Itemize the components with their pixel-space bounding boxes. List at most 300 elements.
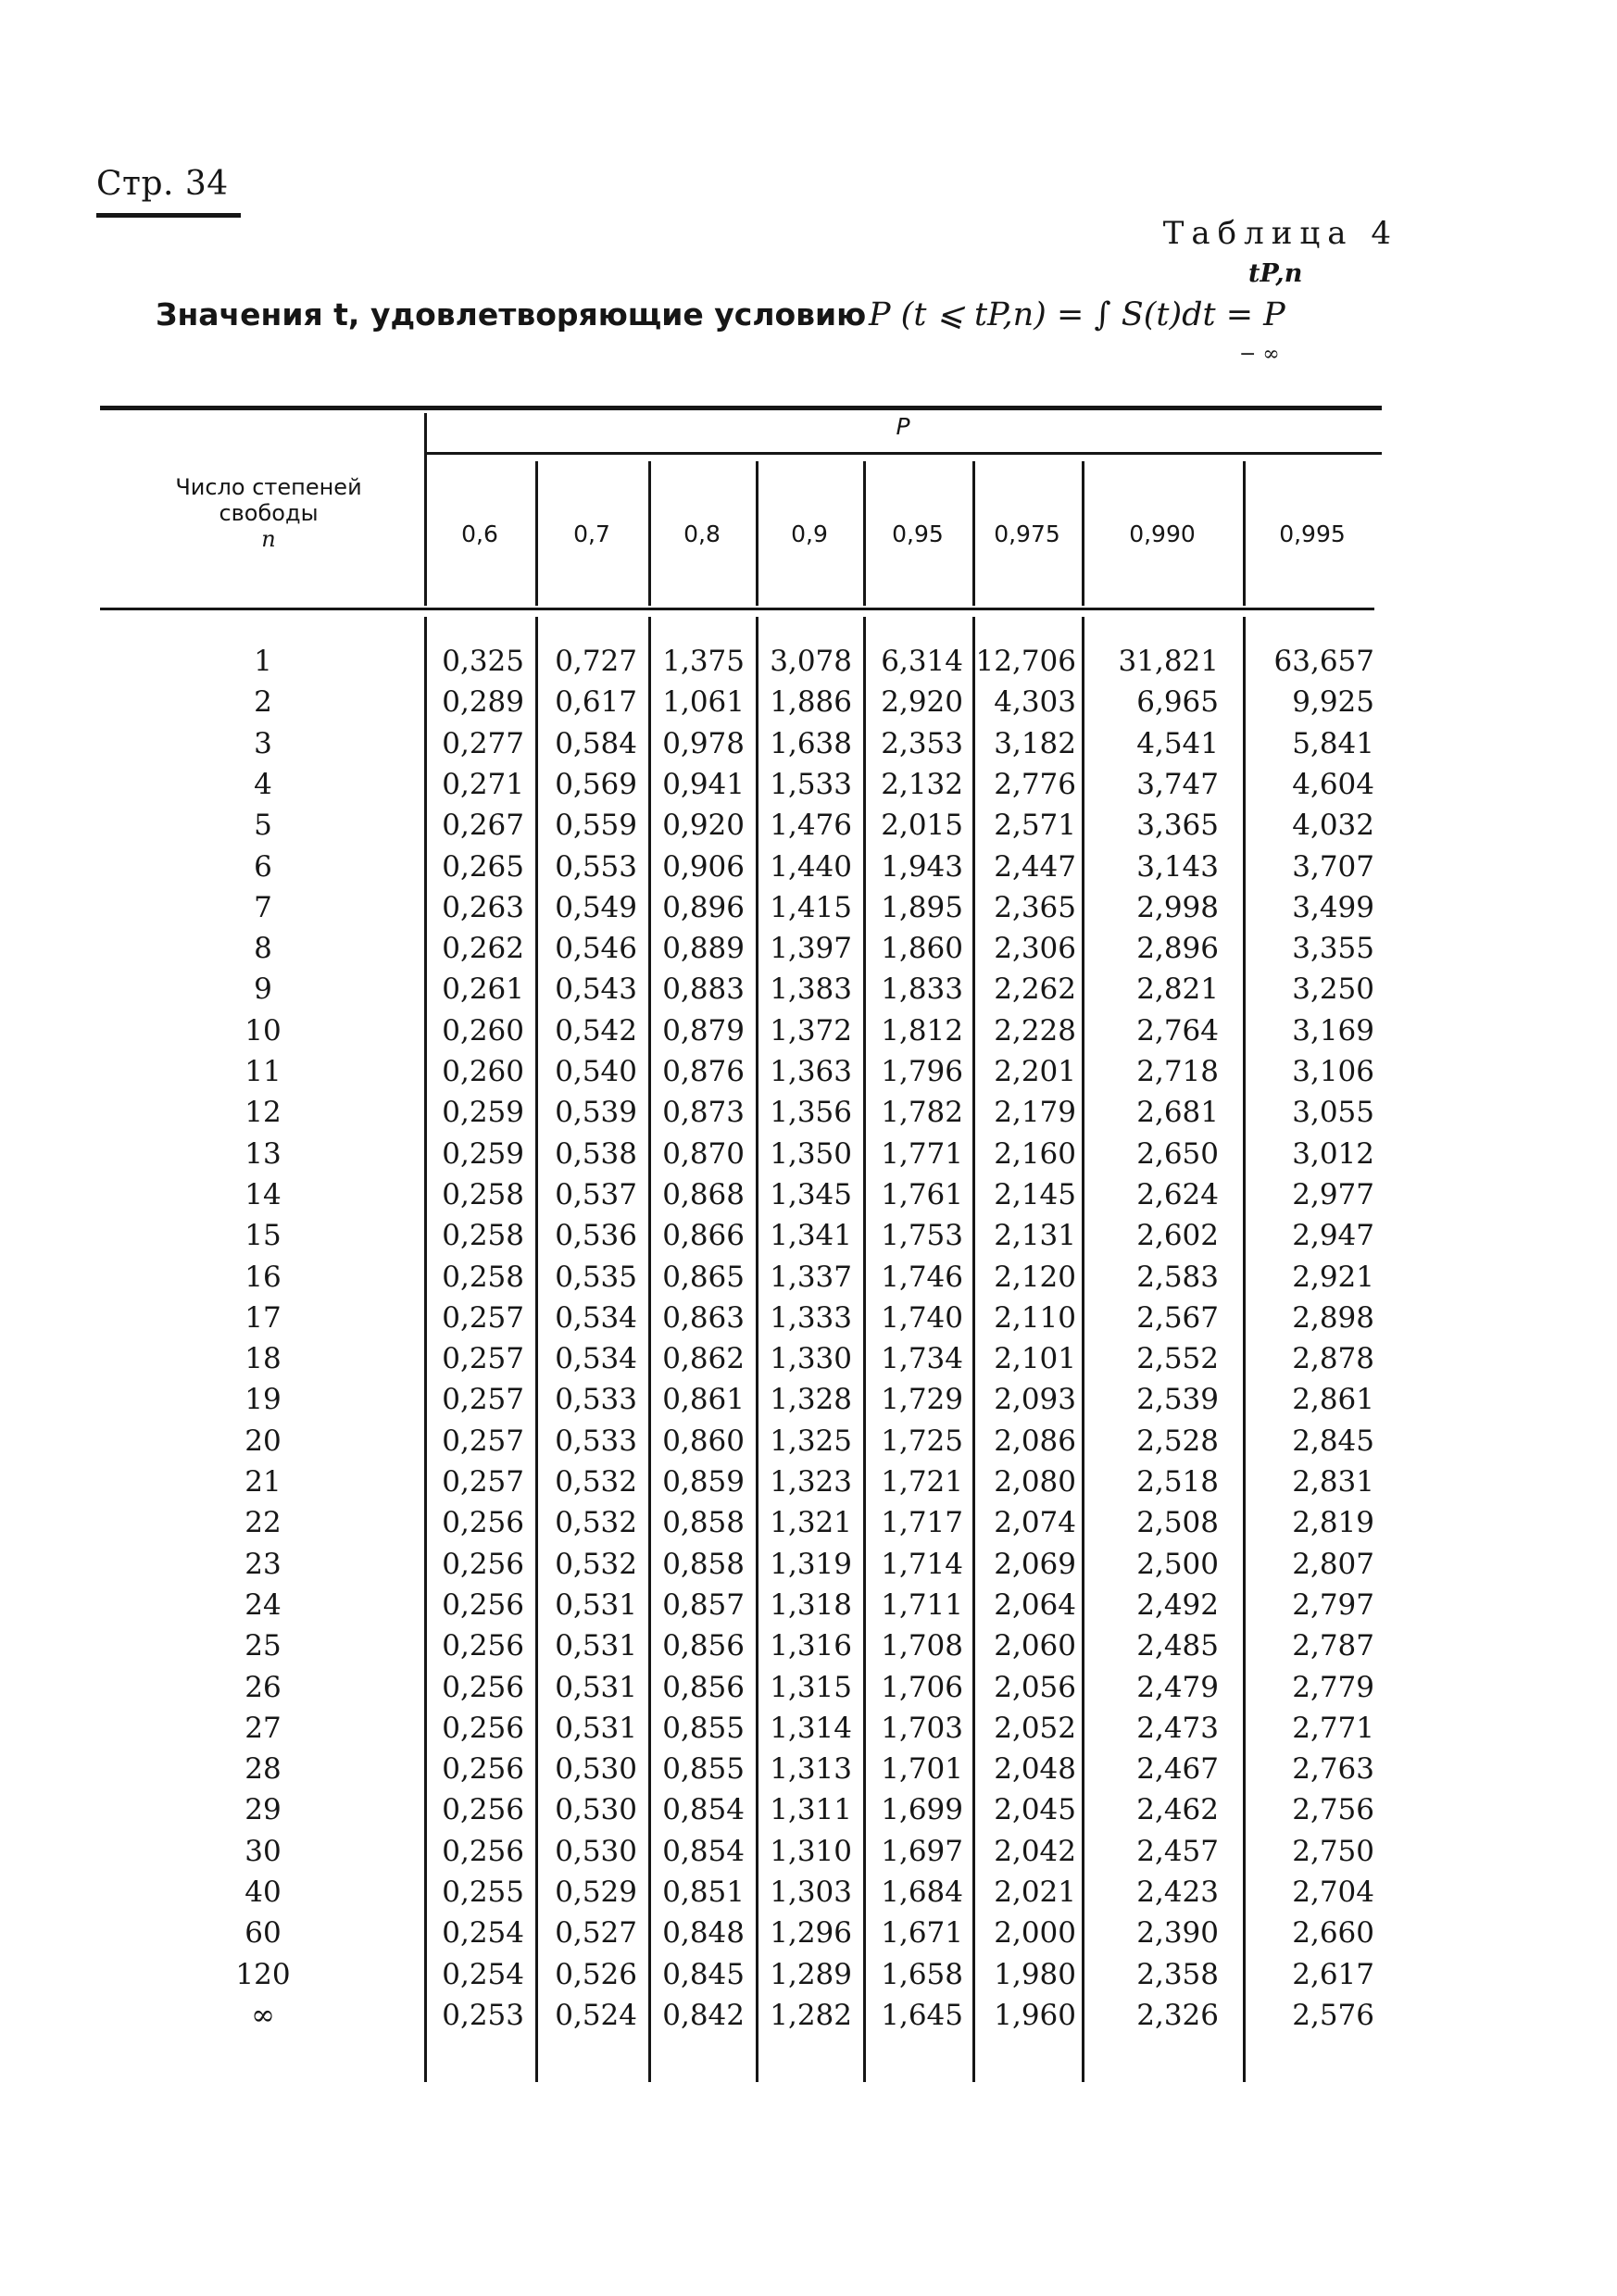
table-cell: 0,879 [662, 1013, 745, 1048]
degrees-of-freedom-cell: 120 [235, 1957, 291, 1991]
degrees-of-freedom-cell: 10 [244, 1013, 282, 1048]
caption-formula: P (t ⩽ tP,n) = ∫ S(t)dt = P [869, 296, 1285, 333]
table-cell: 0,533 [555, 1424, 637, 1458]
table-cell: 0,848 [662, 1916, 745, 1951]
table-cell: 0,256 [442, 1587, 524, 1622]
table-cell: 0,860 [662, 1424, 745, 1458]
table-cell: 3,106 [1292, 1055, 1374, 1088]
table-cell: 4,604 [1292, 767, 1374, 801]
degrees-of-freedom-cell: 9 [254, 972, 272, 1007]
table-cell: 2,650 [1136, 1136, 1219, 1171]
table-cell: 1,699 [881, 1793, 963, 1827]
degrees-of-freedom-cell: 14 [244, 1177, 282, 1211]
table-cell: 1,350 [770, 1136, 852, 1171]
table-cell: 0,325 [442, 645, 524, 678]
table-cell: 2,576 [1292, 1998, 1374, 2032]
stub-header-symbol: n [261, 526, 276, 552]
table-cell: 0,254 [442, 1957, 524, 1991]
table-cell: 2,861 [1292, 1383, 1374, 1417]
table-cell: 0,851 [662, 1876, 745, 1909]
table-cell: 0,531 [555, 1587, 637, 1622]
table-cell: 1,782 [881, 1096, 963, 1130]
table-cell: 0,256 [442, 1711, 524, 1745]
page-number: Стр. 34 [96, 165, 229, 203]
table-cell: 0,532 [555, 1506, 637, 1540]
table-cell: 0,258 [442, 1177, 524, 1211]
table-cell: 0,896 [662, 890, 745, 924]
table-cell: 2,000 [994, 1916, 1076, 1951]
table-cell: 2,750 [1292, 1834, 1374, 1868]
table-cell: 1,383 [770, 972, 852, 1007]
table-cell: 0,258 [442, 1219, 524, 1253]
table-cell: 0,289 [442, 685, 524, 720]
table-cell: 0,256 [442, 1752, 524, 1787]
table-cell: 1,886 [770, 685, 852, 720]
degrees-of-freedom-cell: 60 [244, 1916, 282, 1951]
table-cell: 1,345 [770, 1177, 852, 1211]
table-cell: 1,372 [770, 1013, 852, 1048]
table-cell: 2,048 [994, 1752, 1076, 1787]
table-cell: 0,256 [442, 1834, 524, 1868]
table-cell: 3,012 [1292, 1136, 1374, 1171]
caption-text: Значения t, удовлетворяющие условию [156, 296, 867, 332]
table-cell: 2,423 [1136, 1876, 1219, 1909]
table-cell: 0,258 [442, 1260, 524, 1294]
table-cell: 2,571 [994, 809, 1076, 843]
table-cell: 2,500 [1136, 1547, 1219, 1581]
table-cell: 1,315 [770, 1670, 852, 1704]
table-cell: 0,530 [555, 1834, 637, 1868]
table-cell: 2,306 [994, 932, 1076, 966]
degrees-of-freedom-cell: 19 [244, 1383, 282, 1417]
table-cell: 0,873 [662, 1096, 745, 1130]
degrees-of-freedom-cell: 27 [244, 1711, 282, 1745]
table-cell: 1,341 [770, 1219, 852, 1253]
probability-column-header: 0,95 [892, 521, 944, 547]
table-cell: 1,671 [881, 1916, 963, 1951]
table-cell: 1,714 [881, 1547, 963, 1581]
table-cell: 2,353 [881, 726, 963, 760]
table-cell: 0,262 [442, 932, 524, 966]
table-cell: 0,256 [442, 1547, 524, 1581]
table-cell: 0,857 [662, 1587, 745, 1622]
table-cell: 1,734 [881, 1342, 963, 1376]
table-cell: 3,707 [1292, 849, 1374, 884]
table-cell: 2,069 [994, 1547, 1076, 1581]
table-cell: 0,530 [555, 1752, 637, 1787]
table-cell: 1,711 [881, 1587, 963, 1622]
table-cell: 0,889 [662, 932, 745, 966]
table-cell: 2,447 [994, 849, 1076, 884]
table-cell: 4,303 [994, 685, 1076, 720]
table-cell: 0,584 [555, 726, 637, 760]
table-cell: 2,060 [994, 1629, 1076, 1663]
degrees-of-freedom-cell: 18 [244, 1342, 282, 1376]
table-cell: 2,145 [994, 1177, 1076, 1211]
probability-column-header: 0,990 [1129, 521, 1196, 547]
table-cell: 1,708 [881, 1629, 963, 1663]
table-cell: 1,943 [881, 849, 963, 884]
table-cell: 0,257 [442, 1424, 524, 1458]
table-cell: 0,534 [555, 1300, 637, 1335]
table-cell: 1,658 [881, 1957, 963, 1991]
table-cell: 2,093 [994, 1383, 1076, 1417]
table-cell: 1,721 [881, 1465, 963, 1499]
degrees-of-freedom-cell: 15 [244, 1219, 282, 1253]
table-cell: 2,947 [1292, 1219, 1374, 1253]
table-cell: 2,845 [1292, 1424, 1374, 1458]
table-cell: 0,863 [662, 1300, 745, 1335]
table-cell: 3,078 [770, 645, 852, 678]
table-cell: 0,532 [555, 1547, 637, 1581]
table-cell: 1,289 [770, 1957, 852, 1991]
table-cell: 3,182 [994, 726, 1076, 760]
header-bottom-rule [100, 608, 1374, 610]
table-cell: 2,132 [881, 767, 963, 801]
table-cell: 1,697 [881, 1834, 963, 1868]
degrees-of-freedom-cell: 26 [244, 1670, 282, 1704]
table-cell: 0,539 [555, 1096, 637, 1130]
table-cell: 2,473 [1136, 1711, 1219, 1745]
table-cell: 1,812 [881, 1013, 963, 1048]
degrees-of-freedom-cell: 2 [254, 685, 272, 720]
table-cell: 2,064 [994, 1587, 1076, 1622]
probability-group-header: P [896, 413, 910, 440]
table-cell: 3,365 [1136, 809, 1219, 843]
table-cell: 2,042 [994, 1834, 1076, 1868]
table-cell: 1,397 [770, 932, 852, 966]
table-cell: 31,821 [1118, 645, 1219, 678]
table-cell: 3,055 [1292, 1096, 1374, 1130]
table-cell: 5,841 [1292, 726, 1374, 760]
table-cell: 2,101 [994, 1342, 1076, 1376]
table-cell: 2,764 [1136, 1013, 1219, 1048]
table-cell: 1,980 [994, 1957, 1076, 1991]
table-cell: 1,684 [881, 1876, 963, 1909]
degrees-of-freedom-cell: 8 [254, 932, 272, 966]
table-caption [156, 259, 1397, 380]
table-cell: 1,796 [881, 1055, 963, 1088]
table-cell: 0,858 [662, 1506, 745, 1540]
table-cell: 1,746 [881, 1260, 963, 1294]
degrees-of-freedom-cell: 12 [244, 1096, 282, 1130]
table-cell: 1,316 [770, 1629, 852, 1663]
table-cell: 1,296 [770, 1916, 852, 1951]
table-cell: 1,318 [770, 1587, 852, 1622]
table-cell: 1,363 [770, 1055, 852, 1088]
table-cell: 0,906 [662, 849, 745, 884]
table-cell: 2,787 [1292, 1629, 1374, 1663]
degrees-of-freedom-cell: 29 [244, 1793, 282, 1827]
table-cell: 0,253 [442, 1998, 524, 2032]
table-cell: 0,540 [555, 1055, 637, 1088]
degrees-of-freedom-cell: 11 [244, 1055, 282, 1088]
degrees-of-freedom-cell: 21 [244, 1465, 282, 1499]
table-cell: 0,876 [662, 1055, 745, 1088]
table-cell: 2,756 [1292, 1793, 1374, 1827]
table-cell: 2,326 [1136, 1998, 1219, 2032]
table-cell: 1,706 [881, 1670, 963, 1704]
degrees-of-freedom-cell: 13 [244, 1136, 282, 1171]
table-cell: 6,965 [1136, 685, 1219, 720]
table-cell: 2,021 [994, 1876, 1076, 1909]
column-divider-header [424, 413, 427, 606]
table-cell: 0,534 [555, 1342, 637, 1376]
table-cell: 1,440 [770, 849, 852, 884]
table-cell: 2,080 [994, 1465, 1076, 1499]
stub-header-line1: Число степеней [175, 474, 362, 500]
table-cell: 2,045 [994, 1793, 1076, 1827]
probability-column-header: 0,6 [461, 521, 498, 547]
table-cell: 3,499 [1292, 890, 1374, 924]
table-cell: 0,532 [555, 1465, 637, 1499]
table-cell: 0,559 [555, 809, 637, 843]
table-cell: 63,657 [1273, 645, 1374, 678]
table-cell: 2,228 [994, 1013, 1076, 1048]
table-cell: 4,541 [1136, 726, 1219, 760]
table-cell: 0,535 [555, 1260, 637, 1294]
table-cell: 0,941 [662, 767, 745, 801]
table-cell: 1,645 [881, 1998, 963, 2032]
table-cell: 0,856 [662, 1629, 745, 1663]
table-cell: 1,321 [770, 1506, 852, 1540]
table-cell: 1,313 [770, 1752, 852, 1787]
table-cell: 1,356 [770, 1096, 852, 1130]
table-cell: 6,314 [881, 645, 963, 678]
table-cell: 2,763 [1292, 1752, 1374, 1787]
integral-upper-limit: tP,n [1248, 259, 1303, 288]
degrees-of-freedom-cell: ∞ [251, 1998, 275, 2032]
table-cell: 2,508 [1136, 1506, 1219, 1540]
degrees-of-freedom-cell: 6 [254, 849, 272, 884]
table-cell: 0,254 [442, 1916, 524, 1951]
degrees-of-freedom-cell: 22 [244, 1506, 282, 1540]
table-cell: 0,277 [442, 726, 524, 760]
probability-column-header: 0,975 [994, 521, 1060, 547]
table-cell: 1,319 [770, 1547, 852, 1581]
table-cell: 9,925 [1292, 685, 1374, 720]
table-cell: 1,303 [770, 1876, 852, 1909]
table-cell: 0,870 [662, 1136, 745, 1171]
page-number-underline [96, 213, 241, 218]
degrees-of-freedom-cell: 20 [244, 1424, 282, 1458]
table-cell: 2,052 [994, 1711, 1076, 1745]
table-cell: 2,074 [994, 1506, 1076, 1540]
table-cell: 1,753 [881, 1219, 963, 1253]
table-cell: 0,271 [442, 767, 524, 801]
table-cell: 0,524 [555, 1998, 637, 2032]
table-cell: 1,703 [881, 1711, 963, 1745]
table-cell: 2,539 [1136, 1383, 1219, 1417]
table-cell: 0,536 [555, 1219, 637, 1253]
table-cell: 2,120 [994, 1260, 1076, 1294]
table-cell: 2,779 [1292, 1670, 1374, 1704]
table-cell: 1,960 [994, 1998, 1076, 2032]
table-cell: 2,262 [994, 972, 1076, 1007]
table-cell: 1,337 [770, 1260, 852, 1294]
table-cell: 2,160 [994, 1136, 1076, 1171]
degrees-of-freedom-cell: 3 [254, 726, 272, 760]
table-cell: 2,086 [994, 1424, 1076, 1458]
table-cell: 3,169 [1292, 1013, 1374, 1048]
table-cell: 0,842 [662, 1998, 745, 2032]
degrees-of-freedom-cell: 5 [254, 809, 272, 843]
table-cell: 0,257 [442, 1300, 524, 1335]
table-cell: 2,921 [1292, 1260, 1374, 1294]
table-cell: 1,729 [881, 1383, 963, 1417]
table-cell: 2,898 [1292, 1300, 1374, 1335]
degrees-of-freedom-cell: 24 [244, 1587, 282, 1622]
table-cell: 1,533 [770, 767, 852, 801]
table-cell: 2,056 [994, 1670, 1076, 1704]
table-cell: 0,259 [442, 1136, 524, 1171]
table-cell: 2,528 [1136, 1424, 1219, 1458]
table-cell: 2,771 [1292, 1711, 1374, 1745]
table-cell: 0,549 [555, 890, 637, 924]
table-cell: 0,569 [555, 767, 637, 801]
degrees-of-freedom-cell: 40 [244, 1876, 282, 1909]
degrees-of-freedom-header [130, 474, 407, 552]
table-cell: 2,485 [1136, 1629, 1219, 1663]
table-cell: 0,531 [555, 1629, 637, 1663]
table-cell: 3,355 [1292, 932, 1374, 966]
table-cell: 1,415 [770, 890, 852, 924]
table-cell: 0,256 [442, 1793, 524, 1827]
table-cell: 1,330 [770, 1342, 852, 1376]
table-cell: 2,201 [994, 1055, 1076, 1088]
degrees-of-freedom-cell: 30 [244, 1834, 282, 1868]
table-cell: 2,518 [1136, 1465, 1219, 1499]
table-cell: 1,323 [770, 1465, 852, 1499]
table-cell: 0,529 [555, 1876, 637, 1909]
table-cell: 2,179 [994, 1096, 1076, 1130]
table-cell: 0,259 [442, 1096, 524, 1130]
table-cell: 0,858 [662, 1547, 745, 1581]
table-cell: 0,531 [555, 1670, 637, 1704]
table-cell: 0,527 [555, 1916, 637, 1951]
table-cell: 0,255 [442, 1876, 524, 1909]
table-cell: 2,776 [994, 767, 1076, 801]
table-cell: 1,761 [881, 1177, 963, 1211]
table-cell: 2,797 [1292, 1587, 1374, 1622]
probability-column-header: 0,8 [683, 521, 721, 547]
table-cell: 2,462 [1136, 1793, 1219, 1827]
table-top-rule [100, 406, 1382, 410]
table-cell: 0,537 [555, 1177, 637, 1211]
table-cell: 0,883 [662, 972, 745, 1007]
table-cell: 0,256 [442, 1670, 524, 1704]
table-cell: 1,333 [770, 1300, 852, 1335]
degrees-of-freedom-cell: 7 [254, 890, 272, 924]
table-cell: 0,542 [555, 1013, 637, 1048]
table-cell: 0,866 [662, 1219, 745, 1253]
table-cell: 0,854 [662, 1793, 745, 1827]
table-cell: 2,365 [994, 890, 1076, 924]
degrees-of-freedom-cell: 23 [244, 1547, 282, 1581]
table-cell: 1,061 [662, 685, 745, 720]
degrees-of-freedom-cell: 1 [254, 645, 272, 678]
table-cell: 2,602 [1136, 1219, 1219, 1253]
table-cell: 2,617 [1292, 1957, 1374, 1991]
table-cell: 0,978 [662, 726, 745, 760]
table-cell: 1,476 [770, 809, 852, 843]
table-cell: 12,706 [975, 645, 1076, 678]
table-cell: 2,977 [1292, 1177, 1374, 1211]
table-cell: 0,855 [662, 1711, 745, 1745]
table-cell: 1,638 [770, 726, 852, 760]
table-cell: 2,110 [994, 1300, 1076, 1335]
table-cell: 2,878 [1292, 1342, 1374, 1376]
table-cell: 2,704 [1292, 1876, 1374, 1909]
probability-column-header: 0,995 [1279, 521, 1346, 547]
table-cell: 3,143 [1136, 849, 1219, 884]
table-cell: 2,567 [1136, 1300, 1219, 1335]
table-cell: 0,920 [662, 809, 745, 843]
table-cell: 0,865 [662, 1260, 745, 1294]
table-cell: 0,617 [555, 685, 637, 720]
table-cell: 0,261 [442, 972, 524, 1007]
table-cell: 2,467 [1136, 1752, 1219, 1787]
table-cell: 1,717 [881, 1506, 963, 1540]
table-cell: 2,821 [1136, 972, 1219, 1007]
table-cell: 1,895 [881, 890, 963, 924]
probability-column-header: 0,9 [791, 521, 828, 547]
stub-header-line2: свободы [219, 500, 319, 526]
table-cell: 1,725 [881, 1424, 963, 1458]
table-cell: 2,624 [1136, 1177, 1219, 1211]
table-cell: 1,833 [881, 972, 963, 1007]
table-cell: 2,718 [1136, 1055, 1219, 1088]
table-cell: 0,531 [555, 1711, 637, 1745]
table-cell: 2,390 [1136, 1916, 1219, 1951]
table-cell: 0,854 [662, 1834, 745, 1868]
table-cell: 0,263 [442, 890, 524, 924]
table-cell: 1,310 [770, 1834, 852, 1868]
degrees-of-freedom-cell: 16 [244, 1260, 282, 1294]
table-cell: 0,553 [555, 849, 637, 884]
table-cell: 0,855 [662, 1752, 745, 1787]
table-cell: 0,260 [442, 1055, 524, 1088]
table-cell: 2,998 [1136, 890, 1219, 924]
table-cell: 1,282 [770, 1998, 852, 2032]
table-cell: 2,552 [1136, 1342, 1219, 1376]
table-cell: 1,314 [770, 1711, 852, 1745]
table-cell: 1,325 [770, 1424, 852, 1458]
table-cell: 0,260 [442, 1013, 524, 1048]
table-cell: 0,257 [442, 1383, 524, 1417]
table-cell: 0,267 [442, 809, 524, 843]
degrees-of-freedom-cell: 25 [244, 1629, 282, 1663]
table-cell: 4,032 [1292, 809, 1374, 843]
table-cell: 0,530 [555, 1793, 637, 1827]
table-cell: 2,660 [1292, 1916, 1374, 1951]
table-cell: 1,860 [881, 932, 963, 966]
table-cell: 0,257 [442, 1465, 524, 1499]
table-cell: 2,479 [1136, 1670, 1219, 1704]
table-cell: 2,819 [1292, 1506, 1374, 1540]
degrees-of-freedom-cell: 4 [254, 767, 272, 801]
table-cell: 2,457 [1136, 1834, 1219, 1868]
table-cell: 0,845 [662, 1957, 745, 1991]
table-cell: 2,015 [881, 809, 963, 843]
table-cell: 0,546 [555, 932, 637, 966]
table-cell: 2,831 [1292, 1465, 1374, 1499]
table-cell: 2,681 [1136, 1096, 1219, 1130]
table-cell: 1,328 [770, 1383, 852, 1417]
table-cell: 0,856 [662, 1670, 745, 1704]
table-cell: 0,256 [442, 1629, 524, 1663]
table-cell: 1,771 [881, 1136, 963, 1171]
